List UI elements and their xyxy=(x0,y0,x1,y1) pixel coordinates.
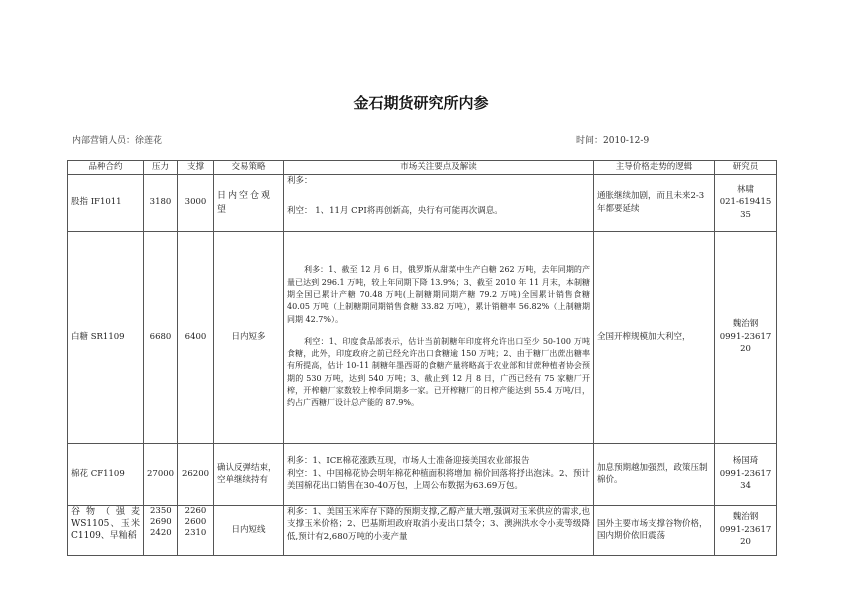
table-row xyxy=(68,174,777,231)
analysis-bearish: 利空： 1、11月 CPI将再创新高，央行有可能再次调息。 xyxy=(287,206,503,216)
analyst-cell xyxy=(715,443,777,505)
analyst-phone: 021-61941535 xyxy=(719,197,772,220)
logic-cell: 通胀继续加剧，而且未来2-3 年都要延续 xyxy=(594,174,715,231)
analyst-name: 魏治钢 xyxy=(732,512,759,523)
header-logic: 主导价格走势的逻辑 xyxy=(594,161,715,175)
strategy-cell: 日内短多 xyxy=(214,231,284,443)
analyst-phone: 0991-2361720 xyxy=(719,331,772,355)
analysis-bullish: 利多： xyxy=(287,175,313,186)
analyst-name: 杨国琦 xyxy=(732,456,759,467)
header-support: 支撑 xyxy=(178,161,214,175)
strategy-cell: 日内短线 xyxy=(214,505,284,555)
support-cell: 26200 xyxy=(178,443,214,505)
analyst-phone: 0991-2361734 xyxy=(719,468,772,492)
pressure-cell: 6680 xyxy=(144,231,178,443)
analysis-cell xyxy=(284,443,594,505)
analyst-cell xyxy=(715,505,777,555)
strategy-cell: 确认反弹结束，空单继续持有 xyxy=(214,443,284,505)
support-cell: 6400 xyxy=(178,231,214,443)
analyst-phone: 0991-2361720 xyxy=(719,524,772,548)
product-cell: 股指 IF1011 xyxy=(68,174,144,231)
table-row xyxy=(68,231,777,443)
product-cell: 白糖 SR1109 xyxy=(68,231,144,443)
analysis-cell xyxy=(284,174,594,231)
analysis-bearish: 利空：1、印度食品部表示，估计当前制糖年印度将允许出口至少 50-100 万吨食糖，此外，印度政府之前已经允许出口食糖逾 150 万吨；2、由于糖厂出蔗出糖率有所提高，估计 10-11 制糖年墨西哥的食糖产量将略高于农业部和甘蔗种植者协会预期的 530 万吨，达到 540 万吨；3、截止到 12 月 8 日，广西已经有 75 家糖厂开榨，开榨糖厂家数较上榨季同期多一家。已开榨糖厂的日榨产能达到 55.4 万吨/日，约占广西糖厂设计总产能的 87.9%。 xyxy=(287,336,590,408)
header-strategy: 交易策略 xyxy=(214,161,284,175)
pressure-cell: 2350 2690 2420 xyxy=(144,505,178,555)
analyst-cell xyxy=(715,174,777,231)
report-date: 时间：2010-12-9 xyxy=(576,136,650,146)
header-product: 品种合约 xyxy=(68,161,144,175)
analysis-cell xyxy=(284,231,594,443)
logic-cell: 全国开榨规模加大利空， xyxy=(594,231,715,443)
logic-cell: 国外主要市场支撑谷物价格，国内期价依旧震荡 xyxy=(594,505,715,555)
table-header-row xyxy=(68,161,777,175)
support-cell: 3000 xyxy=(178,174,214,231)
analyst-cell xyxy=(715,231,777,443)
analysis-bullish: 利多：1、美国玉米库存下降的预期支撑,乙醇产量大增,强调对玉米供应的需求,也支撑玉米价格；2、巴基斯坦政府取消小麦出口禁令；3、澳洲洪水令小麦等级降低,预计有2,680万吨的小麦产量 xyxy=(287,506,590,542)
table-row xyxy=(68,443,777,505)
research-table xyxy=(67,160,777,556)
analyst-name: 林啸 xyxy=(736,184,754,195)
product-cell: 棉花 CF1109 xyxy=(68,443,144,505)
analysis-cell xyxy=(284,505,594,555)
analysis-bullish: 利多：1、截至 12 月 6 日，俄罗斯从甜菜中生产白糖 262 万吨，去年同期的产量已达到 296.1 万吨，较上年同期下降 13.9%；3、截至 2010 年 11 月末，本制糖期全国已累计产糖 70.48 万吨(上制糖期同期产糖 79.2 万吨)全国累计销售食糖 40.05 万吨（上制糖期同期销售食糖 33.82 万吨），累计销糖率 56.82%（上制糖期同期 42.7%）。 xyxy=(287,265,590,324)
analysis-bearish: 利空：1、中国棉花协会明年棉花种植面积将增加 棉价回落将抒出泡沫。2、预计美国棉花出口销售在30-40万包，上周公布数据为63.69万包。 xyxy=(287,468,590,492)
table-row xyxy=(68,505,777,555)
header-pressure: 压力 xyxy=(144,161,178,175)
analyst-name: 魏治钢 xyxy=(732,319,759,330)
pressure-cell: 3180 xyxy=(144,174,178,231)
header-analysis: 市场关注要点及解读 xyxy=(284,161,594,175)
pressure-cell: 27000 xyxy=(144,443,178,505)
header-analyst: 研究员 xyxy=(715,161,777,175)
analysis-bullish: 利多：1、ICE棉花涨跌互现，市场人士准备迎接美国农业部报告 xyxy=(287,456,530,467)
seller-info: 内部营销人员：徐莲花 xyxy=(72,136,163,146)
support-cell: 2260 2600 2310 xyxy=(178,505,214,555)
strategy-cell: 日内空仓观望 xyxy=(214,174,284,231)
logic-cell: 加息预期越加强烈，政策压制棉价。 xyxy=(594,443,715,505)
product-cell: 谷物（强麦 WS1105、玉米 C1109、早籼稻 xyxy=(68,505,144,555)
document-title: 金石期货研究所内参 xyxy=(353,94,489,112)
